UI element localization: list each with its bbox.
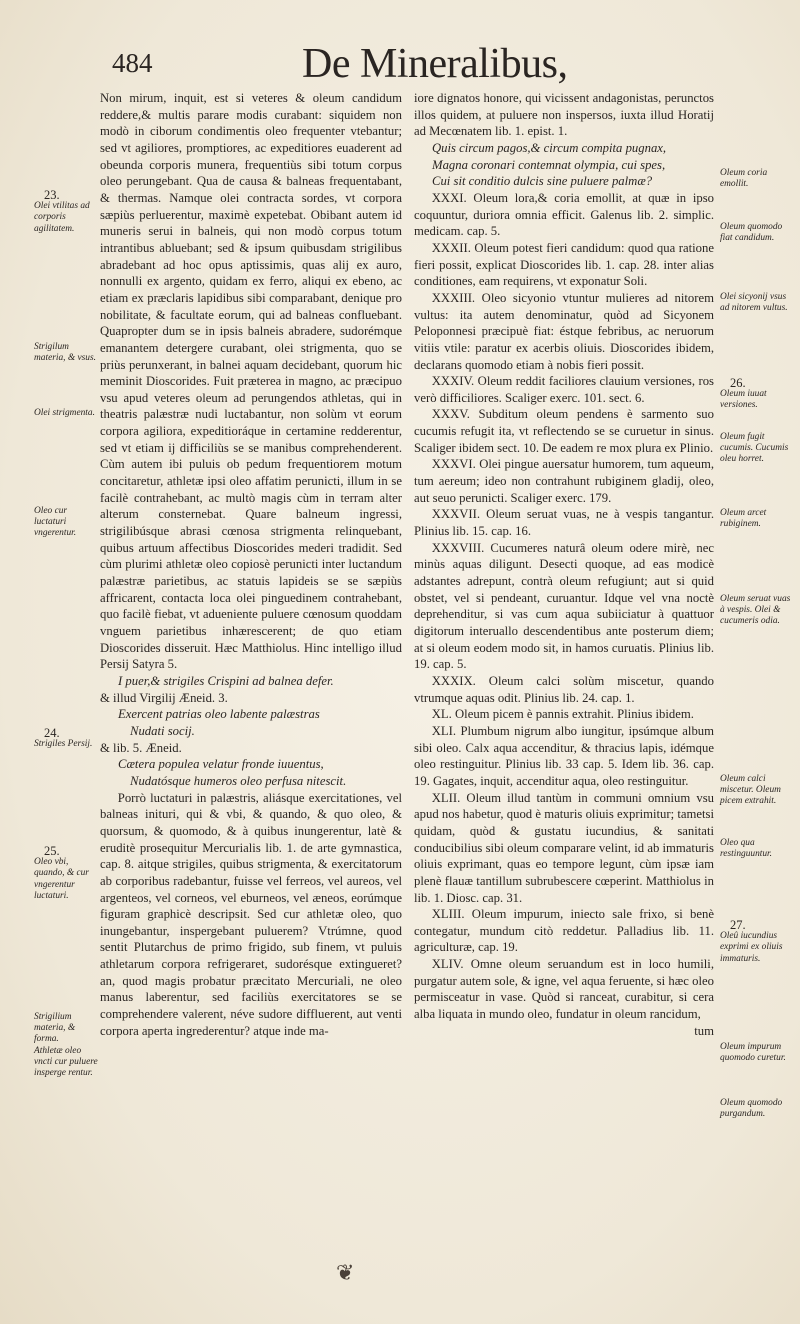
- margin-note-text: Olei vtilitas ad corporis agilitatem.: [34, 201, 90, 234]
- margin-note: [34, 728, 100, 750]
- margin-note-text: Strigiles Persij.: [34, 739, 93, 750]
- text-paragraph: Porrò luctaturi in palæstris, aliásque exercitationes, vel balneas inituri, qui & vbi, & quando, & quo oleo, & quorsum, & quomodo, & à quibus inungerentur, latè & eruditè prosequitur Mercurialis lib. 1. de arte gymnastica, cap. 8. aitque strigiles, quibus strigmenta, & exercitatorum ab corporibus radebantur, fuisse vel ferreos, vel aureos, vel argenteos, vel corneos, vel eburneos, vel æneos, eorúmque figuram graphicè descripsit. Sed cur athletæ oleo, quo inungebantur, inspergebant puluerem? Vtrúmne, quod sentit Plutarchus de primo frigido, sub finem, vt puluis athletarum corpora refrigeraret, sudorésque extingueret? an, quod magis probatur præcitato Mercuriali, ne oleo manus laberentur, sed faciliùs exercitatores se se comprehendere valerent, néve sudore diffluerent, aut venti corpora aperta ingrederentur? atque inde ma-: [100, 790, 402, 1038]
- margin-note-number: 23.: [44, 188, 60, 202]
- text-paragraph: Exercent patrias oleo labente palæstras: [118, 707, 320, 722]
- margin-note-text: Oleum quomodo fiat candidum.: [720, 222, 783, 244]
- text-paragraph: XXXVII. Oleum seruat vuas, ne à vespis tangantur. Plinius lib. 15. cap. 16.: [414, 507, 714, 539]
- margin-note-number: 25.: [44, 844, 60, 858]
- text-paragraph: XXXVI. Olei pingue auersatur humorem, tum aqueum, tum aereum; ideo non contrahunt rubiginem gladij, oleo, aut seuo perunicti. Scaliger exerc. 179.: [414, 457, 714, 505]
- margin-note-number: 26.: [730, 376, 746, 390]
- text-paragraph: Nudatósque humeros oleo perfusa nitescit.: [130, 773, 347, 788]
- text-paragraph: XXXI. Oleum lora,& coria emollit, at quæ in ipso coquuntur, duriora omnia efficit. Galenus lib. 2. simplic. medicam. cap. 5.: [414, 190, 714, 239]
- margin-note: [720, 1098, 792, 1120]
- margin-note: [34, 408, 100, 419]
- margin-note: [720, 222, 792, 244]
- running-title: De Mineralibus,: [302, 41, 568, 87]
- text-paragraph: XLII. Oleum illud tantùm in communi omnium vsu apud nos habetur, quod è maturis oliuis exprimitur; tametsi quidam, quòd & gustatu iucundius, & sanitati conducibilius sibi oleum comparare velint, id ab immaturis oliuis exprimant, quas eo tempore legunt, cùm ipsæ iam plenè flauæ tantillum subrubescere cœperint. Matthiolus in lib. 1. Diosc. cap. 31.: [414, 790, 714, 905]
- margin-note: [720, 168, 792, 190]
- margin-note-text: Oleo cur luctaturi vngerentur.: [34, 506, 77, 539]
- margin-note: [720, 774, 792, 808]
- text-paragraph: XLIII. Oleum impurum, iniecto sale frixo, si benè contegatur, mundum citò reddetur. Palladius lib. 11. agriculturæ, cap. 19.: [414, 907, 714, 955]
- margin-note-text: Oleû iucundius exprimi ex oliuis immaturis.: [720, 931, 783, 964]
- text-paragraph: XL. Oleum picem è pannis extrahit. Plinius ibidem.: [431, 707, 694, 722]
- margin-note-number: 24.: [44, 726, 60, 740]
- text-paragraph: XXXIV. Oleum reddit faciliores clauium versiones, ros verò difficiliores. Scaliger exerc. 101. sect. 6.: [414, 374, 714, 405]
- margin-note: [34, 1012, 100, 1046]
- margin-note-text: Oleo qua restinguuntur.: [720, 838, 772, 860]
- text-paragraph: & lib. 5. Æneid.: [100, 740, 182, 755]
- margin-note-text: Oleo vbi, quando, & cur vngerentur luctaturi.: [34, 857, 89, 901]
- margin-note: [34, 506, 100, 540]
- text-paragraph: XLIV. Omne oleum seruandum est in loco humili, purgatur autem sole, & igne, vel aqua feruente, si hæc oleo permisceatur in vase. Quòd si ranceat, curabitur, si cera alba liquata in mundo oleo, fundatur in oleum rancidum,: [414, 957, 714, 1022]
- margin-note: [34, 846, 100, 902]
- margin-note: [34, 342, 100, 364]
- margin-note: [720, 1042, 792, 1064]
- margin-note-text: Olei strigmenta.: [34, 408, 95, 418]
- text-paragraph: XXXVIII. Cucumeres naturâ oleum odere mirè, nec minùs aquas diligunt. Desecti quoque, ad eas modicè adstantes adrepunt, contrà oleum refugiunt; aut si quid obstet, vel si pendeant, curuantur. Idque vel vna noctè deprehenditur, si vas cum aqua subiiciatur à quattuor digitorum interuallo descendentibus ante posterum diem; at si oleum eodem modo sit, in hamos curuatis. Plinius lib. 19. cap. 5.: [414, 540, 714, 672]
- text-paragraph: XXXIX. Oleum calci solùm miscetur, quando vtrumque aquas odit. Plinius lib. 24. cap. 1.: [414, 673, 714, 705]
- margin-note: [720, 838, 792, 860]
- text-paragraph: Cui sit conditio dulcis sine puluere palmæ?: [432, 174, 653, 189]
- margin-note-text: Oleum calci miscetur. Oleum picem extrahit.: [720, 774, 781, 807]
- left-text-column: [100, 90, 402, 1039]
- margin-note: [720, 292, 792, 314]
- margin-note-text: Athletæ oleo vncti cur puluere insperge rentur.: [34, 1046, 98, 1079]
- tailpiece-ornament: ❦: [336, 1260, 355, 1285]
- right-text-column: [414, 90, 714, 1039]
- margin-note-text: Oleum arcet rubiginem.: [720, 508, 767, 530]
- text-paragraph: Quis circum pagos,& circum compita pugnax,: [432, 140, 667, 155]
- margin-note-text: Oleum impurum quomodo curetur.: [720, 1042, 786, 1064]
- margin-note-text: Oleum coria emollit.: [720, 168, 768, 190]
- text-paragraph: Magna coronari contemnat olympia, cui spes,: [432, 157, 666, 172]
- text-paragraph: tum: [694, 1023, 714, 1038]
- margin-note: [720, 920, 792, 965]
- text-paragraph: Non mirum, inquit, est si veteres & oleum candidum reddere,& multis parare modis curabant: siquidem non modò in ciborum condimentis oleo frequenter vtebantur; sed vt agiliores, promptiores, ac expeditiores euaderent ad obeunda corporis munera, frequentiùs sibi totum corpus oleo perungebant. Qua de causa & balneas frequentabant, & thermas. Namque olei contracta sordes, vt corpora sæpiùs perluerentur, maximè expetebat. Obibant autem id muneris serui in balneis, qui non modò corpus totum intrantibus abluebant; sed & ipsum quibusdam strigilibus abradebant ad hoc opus aptissimis, quas alij ex auro, nonnulli ex argento, quidam ex ferro, aliqui ex ebeno, ac etiam ex præclaris lapidibus sibi comparabant, denique pro nobilitate, & facultate eorum, qui ad balneas confluebant. Quapropter dum se in ipsis balneis abradere, sudorémque emanantem detergere curabant, olei strigmenta, quo se priùs perunxerant, in balnei aquam decidebant, quorum hic meminit Dioscorides. Fuit præterea in magno, ac præcipuo vsu apud veteres oleum ad perungendos athletas, qui in theatris palæstræ nudi luctabantur, non solùm vt eorum corpora agiliora, expeditioráque in certamine redderentur, sed vt etiam ij difficiliùs se se manibus comprehenderent. Cùm autem ibi puluis ob pedum frequentiorem motum concitaretur, athletæ ipsi oleo affatim perunicti, illum in se facilè contrahebant, ac multò magis cùm in terram alter alterum consternebat. Quare balneum ingressi, strigilibúsque abrasi cœnosa strigmenta relinquebant, quibus artuum affectibus Dioscorides mederi tradidit. Sed cùm plurimi athletæ oleo copiosè perunicti inter luctandum palæstræ parietibus, ac statuis lapideis se se sæpiùs affricarent, contacta loca olei pinguedinem contrahebant, quo facilè fiebat, vt adueniente puluere cœnosum quoddam vnguem parietibus inhærescerent; de quo etiam Dioscorides disseruit. Hæc Matthiolus. Hinc intelligo illud Persij Satyra 5.: [100, 91, 402, 672]
- margin-note: [34, 190, 100, 235]
- text-paragraph: Cætera populea velatur fronde iuuentus,: [118, 757, 324, 772]
- text-paragraph: XXXIII. Oleo sicyonio vtuntur mulieres ad nitorem vultus: ita autem denominatur, quòd ad Sicyonem Peloponnesi præcipuè fiat: éstque febribus, ac neruorum vitiis vtile: paratur ex acerbis oliuis. Dioscorides ibidem, declarans quomodo etiam à nobis fieri possit.: [414, 290, 714, 372]
- page-header: [112, 40, 732, 90]
- margin-note-text: Oleum fugit cucumis. Cucumis oleu horret.: [720, 432, 789, 465]
- margin-note-text: Olei sicyonij vsus ad nitorem vultus.: [720, 292, 788, 314]
- text-paragraph: & illud Virgilij Æneid. 3.: [100, 690, 228, 705]
- margin-note: [720, 378, 792, 412]
- text-paragraph: iore dignatos honore, qui vicissent andagonistas, perunctos illos quidem, at puluere non inspersos, iuxta illud Horatij ad Mecœnatem lib. 1. epist. 1.: [414, 91, 714, 139]
- margin-note-text: Strigilum materia, & vsus.: [34, 342, 96, 364]
- margin-note: [34, 1046, 100, 1080]
- margin-note-text: Oleum seruat vuas à vespis. Olei & cucumeris odia.: [720, 594, 791, 627]
- margin-note: [720, 594, 792, 628]
- margin-note-text: Strigilium materia, & forma.: [34, 1012, 76, 1045]
- page-number: 484: [112, 48, 153, 78]
- text-paragraph: XXXV. Subditum oleum pendens è sarmento suo cucumis refugit ita, vt reflectendo se se curuetur in sinus. Scaliger ibidem sect. 10. De eadem re mox plura ex Plinio.: [414, 407, 714, 455]
- margin-note-text: Oleum iuuat versiones.: [720, 389, 767, 411]
- text-paragraph: XLI. Plumbum nigrum albo iungitur, ipsúmque album sibi oleo. Calx aqua accenditur, & thracius lapis, idémque oleo restinguitur. Plinius lib. 33 cap. 5. Idem lib. 36. cap. 19. Gagates, inquit, accenditur aqua, oleo restinguitur.: [414, 723, 714, 788]
- margin-note-text: Oleum quomodo purgandum.: [720, 1098, 783, 1120]
- text-paragraph: I puer,& strigiles Crispini ad balnea defer.: [118, 673, 334, 688]
- margin-note-number: 27.: [730, 918, 746, 932]
- margin-note: [720, 508, 792, 530]
- margin-note: [720, 432, 792, 466]
- text-paragraph: Nudati socij.: [130, 723, 195, 738]
- text-paragraph: XXXII. Oleum potest fieri candidum: quod qua ratione fieri possit, explicat Dioscorides lib. 1. cap. 28. inter alias conditiones, eam requirens, vt exponatur Soli.: [414, 240, 714, 289]
